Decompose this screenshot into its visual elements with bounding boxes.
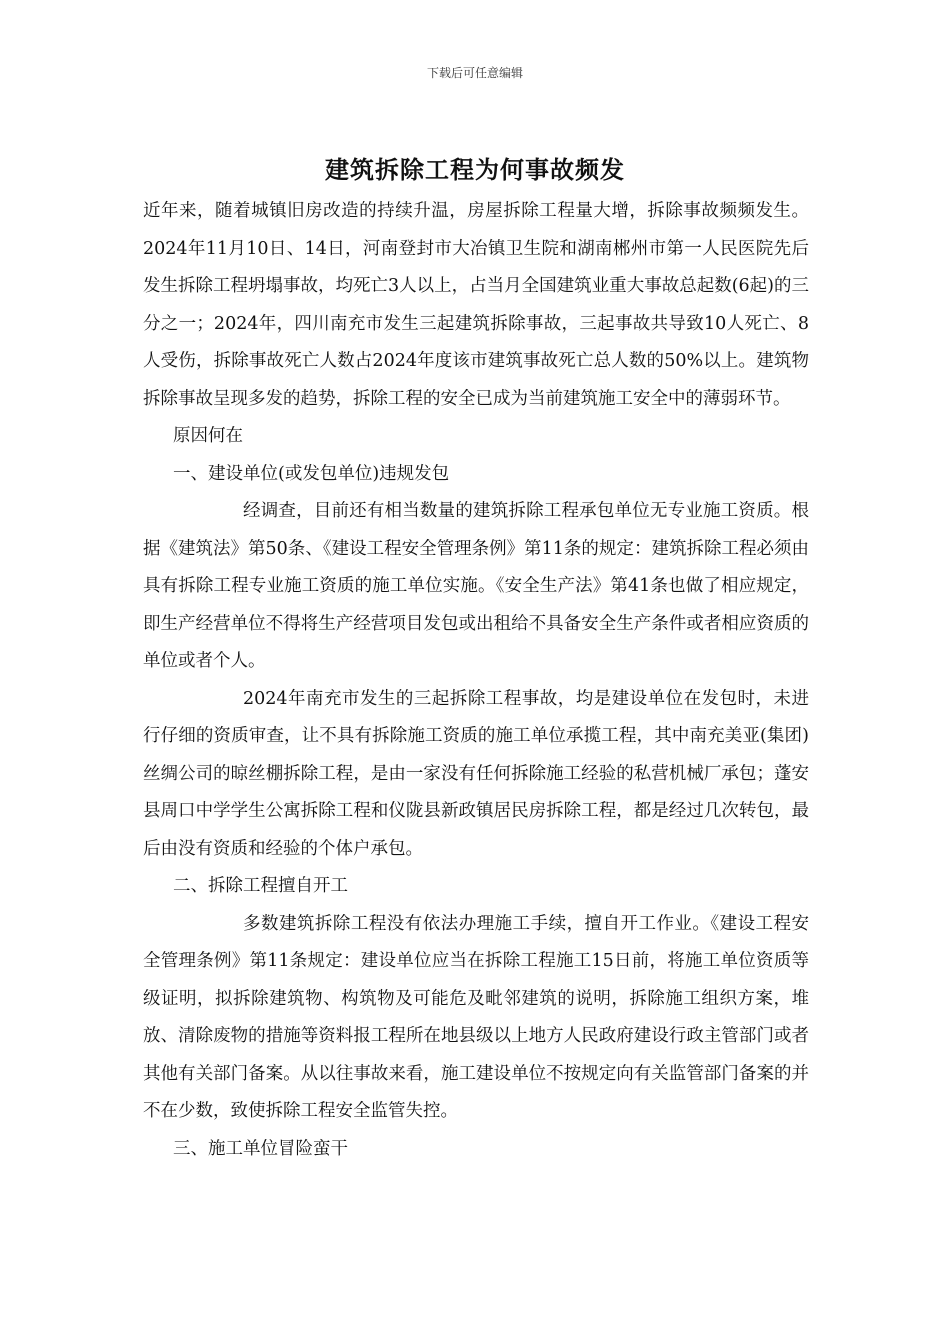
intro-paragraph: 近年来，随着城镇旧房改造的持续升温，房屋拆除工程量大增，拆除事故频频发生。2024年11月10日、14日，河南登封市大冶镇卫生院和湖南郴州市第一人民医院先后发生拆除工程坍塌事故，均死亡3人以上，占当月全国建筑业重大事故总起数(6起)的三分之一；2024年，四川南充市发生三起建筑拆除事故，三起事故共导致10人死亡、8人受伤，拆除事故死亡人数占2024年度该市建筑事故死亡总人数的50%以上。建筑物拆除事故呈现多发的趋势，拆除工程的安全已成为当前建筑施工安全中的薄弱环节。	[143, 201, 809, 409]
body-paragraph: 多数建筑拆除工程没有依法办理施工手续，擅自开工作业。《建设工程安全管理条例》第11条规定：建设单位应当在拆除工程施工15日前，将施工单位资质等级证明，拟拆除建筑物、构筑物及可能危及毗邻建筑的说明，拆除施工组织方案，堆放、清除废物的措施等资料报工程所在地县级以上地方人民政府建设行政主管部门或者其他有关部门备案。从以往事故来看，施工建设单位不按规定向有关监管部门备案的并不在少数，致使拆除工程安全监管失控。	[143, 913, 809, 1121]
section-heading-3: 三、施工单位冒险蛮干	[173, 1138, 348, 1159]
header-note: 下载后可任意编辑	[426, 66, 523, 80]
section-heading-causes: 原因何在	[173, 426, 243, 446]
body-paragraph: 2024年南充市发生的三起拆除工程事故，均是建设单位在发包时，未进行仔细的资质审查，让不具有拆除施工资质的施工单位承揽工程，其中南充美亚(集团)丝绸公司的晾丝棚拆除工程，是由一家没有任何拆除施工经验的私营机械厂承包；蓬安县周口中学学生公寓拆除工程和仪陇县新政镇居民房拆除工程，都是经过几次转包，最后由没有资质和经验的个体户承包。	[143, 688, 809, 859]
section-heading-2: 二、拆除工程擅自开工	[173, 876, 348, 896]
document-title: 建筑拆除工程为何事故频发	[325, 156, 625, 184]
body-paragraph: 经调查，目前还有相当数量的建筑拆除工程承包单位无专业施工资质。根据《建筑法》第50条、《建设工程安全管理条例》第11条的规定：建筑拆除工程必须由具有拆除工程专业施工资质的施工单位实施。《安全生产法》第41条也做了相应规定，即生产经营单位不得将生产经营项目发包或出租给不具备安全生产条件或者相应资质的单位或者个人。	[143, 501, 809, 671]
section-heading-1: 一、建设单位(或发包单位)违规发包	[173, 463, 450, 484]
document-body	[143, 193, 809, 1168]
